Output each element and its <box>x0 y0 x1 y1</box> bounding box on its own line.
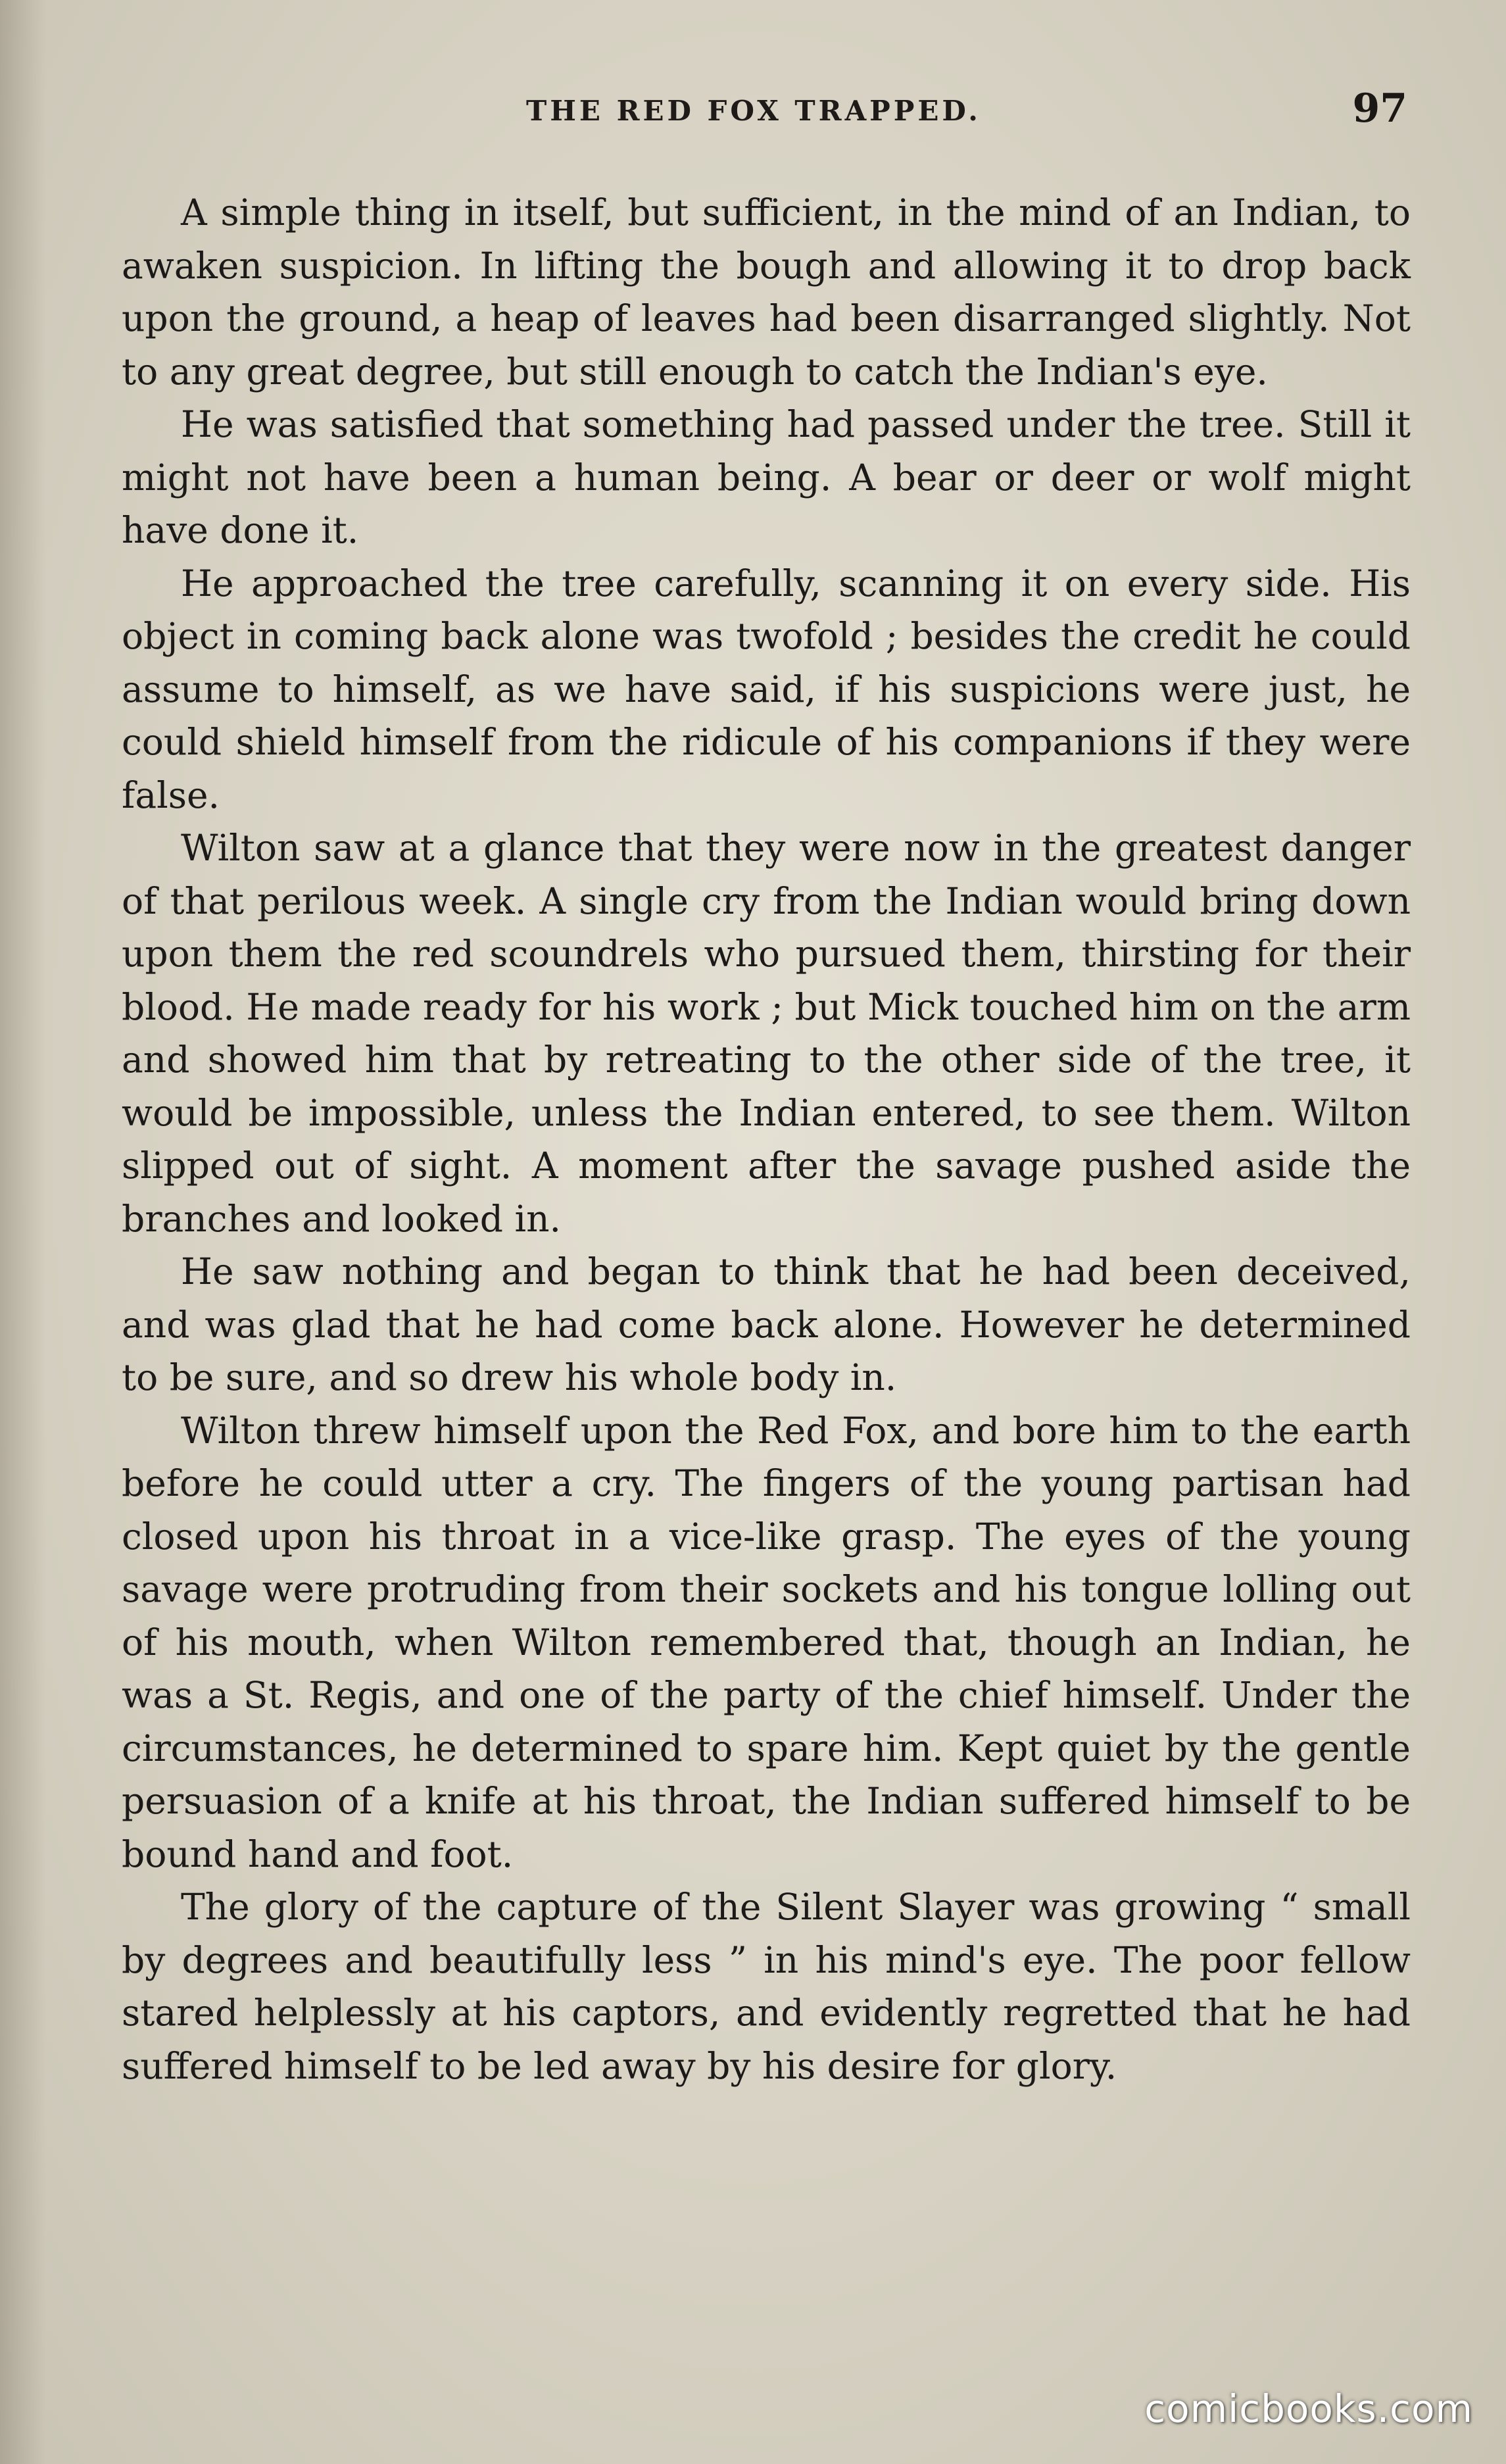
paragraph: A simple thing in itself, but sufficient, in the mind of an Indian, to awaken suspicion. In lifting the bough and allowing it to drop back upon the ground, a heap of leaves had been disarranged slightly. Not to any great degree, but still enough to catch the Indian's eye. <box>122 191 1411 393</box>
running-head: THE RED FOX TRAPPED. <box>526 95 981 127</box>
page-header <box>118 86 1407 138</box>
paragraph: Wilton saw at a glance that they were now in the greatest danger of that perilous week. A single cry from the Indian would bring down upon them the red scoundrels who pursued them, thirsting for their blood. He made ready for his work ; but Mick touched him on the arm and showed him that by retreating to the other side of the tree, it would be impossible, unless the Indian entered, to see them. Wilton slipped out of sight. A moment after the savage pushed aside the branches and looked in. <box>122 827 1411 1240</box>
watermark: comicbooks.com <box>1144 2386 1473 2431</box>
page-number: 97 <box>1352 86 1407 132</box>
paragraph: He saw nothing and began to think that he had been deceived, and was glad that he had come back alone. However he determined to be sure, and so drew his whole body in. <box>122 1250 1411 1398</box>
paragraph: The glory of the capture of the Silent Slayer was growing “ small by degrees and beautifully less ” in his mind's eye. The poor fellow stared helplessly at his captors, and evidently regretted that he had suffered himself to be led away by his desire for glory. <box>122 1886 1411 2087</box>
page-shadow <box>0 0 46 2464</box>
paragraph: He was satisfied that something had passed under the tree. Still it might not have been a human being. A bear or deer or wolf might have done it. <box>122 403 1411 551</box>
paragraph: He approached the tree carefully, scanning it on every side. His object in coming back alone was twofold ; besides the credit he could assume to himself, as we have said, if his suspicions were just, he could shield himself from the ridicule of his companions if they were false. <box>122 562 1411 816</box>
body-text <box>122 186 1411 2092</box>
paragraph: Wilton threw himself upon the Red Fox, and bore him to the earth before he could utter a cry. The fingers of the young partisan had closed upon his throat in a vice-like grasp. The eyes of the young savage were protruding from their sockets and his tongue lolling out of his mouth, when Wilton remembered that, though an Indian, he was a St. Regis, and one of the party of the chief himself. Under the circumstances, he determined to spare him. Kept quiet by the gentle persuasion of a knife at his throat, the Indian suffered himself to be bound hand and foot. <box>122 1409 1411 1875</box>
